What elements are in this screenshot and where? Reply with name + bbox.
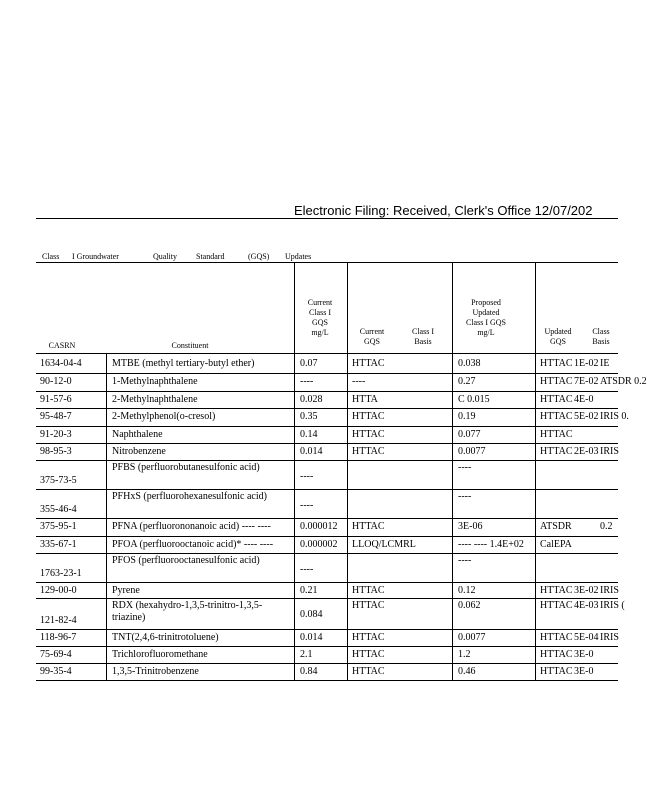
table-row-rule bbox=[36, 460, 618, 461]
table-cell-proposed: 0.19 bbox=[458, 411, 476, 422]
table-cell-updated-basis: HTTAC bbox=[540, 600, 573, 611]
table-row-rule bbox=[36, 408, 618, 409]
table-row-rule bbox=[36, 646, 618, 647]
table-cell-constituent: PFOA (perfluorooctanoic acid)* ---- ---- bbox=[112, 539, 274, 550]
table-cell-current-gqs: ---- bbox=[300, 500, 314, 511]
table-cell-proposed: C 0.015 bbox=[458, 394, 490, 405]
col-rule-2 bbox=[347, 262, 348, 680]
table-cell-constituent: 2-Methylnaphthalene bbox=[112, 394, 198, 405]
table-cell-constituent: 1,3,5-Trinitrobenzene bbox=[112, 666, 199, 677]
table-cell-constituent: Trichlorofluoromethane bbox=[112, 649, 208, 660]
table-cell-updated-gqs: 2E-03 bbox=[574, 446, 599, 457]
table-cell-constituent: 2-Methylphenol(o-cresol) bbox=[112, 411, 216, 422]
table-cell-current-basis: HTTAC bbox=[352, 649, 385, 660]
table-cell-casrn: 91-57-6 bbox=[40, 394, 72, 405]
table-cell-casrn: 375-95-1 bbox=[40, 521, 77, 532]
table-cell-constituent: PFHxS (perfluorohexanesulfonic acid) bbox=[112, 491, 267, 502]
table-cell-casrn: 99-35-4 bbox=[40, 666, 72, 677]
col-rule-casrn bbox=[106, 353, 107, 680]
table-cell-updated-gqs: 5E-04 bbox=[574, 632, 599, 643]
header-current-gqs: Current Class I GQS mg/L bbox=[307, 298, 333, 337]
header-constituent: Constituent bbox=[171, 341, 209, 350]
caption-word-6: Updates bbox=[285, 252, 312, 261]
caption-word-4: Standard bbox=[196, 252, 225, 261]
table-cell-casrn: 355-46-4 bbox=[40, 504, 77, 515]
table-cell-constituent: TNT(2,4,6-trinitrotoluene) bbox=[112, 632, 219, 643]
table-cell-updated-class: IE bbox=[600, 358, 610, 369]
caption-word-1: Class bbox=[42, 252, 60, 261]
table-cell-current-gqs: ---- bbox=[300, 564, 314, 575]
table-cell-updated-class: 0.2 bbox=[600, 521, 613, 532]
table-cell-casrn: 1763-23-1 bbox=[40, 568, 82, 579]
col-rule-4 bbox=[535, 262, 536, 680]
table-row-rule bbox=[36, 518, 618, 519]
table-cell-proposed: 0.0077 bbox=[458, 632, 486, 643]
table-cell-updated-basis: HTTAC bbox=[540, 429, 573, 440]
table-cell-current-basis: HTTAC bbox=[352, 358, 385, 369]
table-cell-current-gqs: ---- bbox=[300, 471, 314, 482]
table-cell-proposed: ---- ---- 1.4E+02 bbox=[458, 539, 524, 550]
table-cell-current-basis: HTTAC bbox=[352, 446, 385, 457]
table-cell-proposed: 0.12 bbox=[458, 585, 476, 596]
table-cell-updated-gqs: 4E-0 bbox=[574, 394, 594, 405]
table-cell-casrn: 98-95-3 bbox=[40, 446, 72, 457]
table-cell-proposed: ---- bbox=[458, 491, 472, 502]
table-cell-updated-basis: HTTAC bbox=[540, 376, 573, 387]
table-cell-constituent: PFOS (perfluorooctanesulfonic acid) bbox=[112, 555, 260, 566]
table-cell-casrn: 91-20-3 bbox=[40, 429, 72, 440]
table-cell-casrn: 95-48-7 bbox=[40, 411, 72, 422]
table-cell-current-gqs: 0.014 bbox=[300, 446, 323, 457]
table-cell-updated-class: IRIS bbox=[600, 585, 619, 596]
table-cell-updated-basis: HTTAC bbox=[540, 666, 573, 677]
table-cell-proposed: ---- bbox=[458, 462, 472, 473]
table-cell-current-basis: HTTAC bbox=[352, 411, 385, 422]
table-cell-casrn: 335-67-1 bbox=[40, 539, 77, 550]
table-cell-current-gqs: 0.84 bbox=[300, 666, 318, 677]
table-cell-proposed: 0.0077 bbox=[458, 446, 486, 457]
table-cell-current-gqs: 0.084 bbox=[300, 609, 323, 620]
table-row-rule bbox=[36, 680, 618, 681]
table-cell-updated-basis: HTTAC bbox=[540, 649, 573, 660]
caption-word-2: I Groundwater bbox=[72, 252, 119, 261]
table-cell-updated-basis: HTTAC bbox=[540, 632, 573, 643]
table-cell-casrn: 129-00-0 bbox=[40, 585, 77, 596]
table-cell-current-basis: ---- bbox=[352, 376, 366, 387]
table-row-rule bbox=[36, 391, 618, 392]
header-current-basis: Current GQS bbox=[359, 327, 385, 346]
table-cell-updated-gqs: 3E-02 bbox=[574, 585, 599, 596]
table-cell-current-basis: LLOQ/LCMRL bbox=[352, 539, 416, 550]
table-cell-updated-basis: HTTAC bbox=[540, 358, 573, 369]
table-row-rule bbox=[36, 489, 618, 490]
table-cell-updated-class: IRIS bbox=[600, 446, 619, 457]
table-cell-proposed: 0.077 bbox=[458, 429, 481, 440]
table-cell-casrn: 1634-04-4 bbox=[40, 358, 82, 369]
table-cell-casrn: 118-96-7 bbox=[40, 632, 77, 643]
col-rule-3 bbox=[452, 262, 453, 680]
filing-stamp: Electronic Filing: Received, Clerk's Office 12/07/202 bbox=[294, 203, 593, 218]
table-cell-constituent: 1-Methylnaphthalene bbox=[112, 376, 198, 387]
table-cell-proposed: 0.062 bbox=[458, 600, 481, 611]
table-cell-constituent: Pyrene bbox=[112, 585, 140, 596]
table-cell-current-basis: HTTAC bbox=[352, 429, 385, 440]
header-updated-basis: Class Basis bbox=[592, 327, 610, 346]
table-row-rule bbox=[36, 443, 618, 444]
table-row-rule bbox=[36, 426, 618, 427]
caption-word-3: Quality bbox=[153, 252, 177, 261]
table-cell-current-gqs: 0.000012 bbox=[300, 521, 338, 532]
table-cell-proposed: 3E-06 bbox=[458, 521, 483, 532]
table-cell-proposed: 0.27 bbox=[458, 376, 476, 387]
table-cell-updated-gqs: 1E-02 bbox=[574, 358, 599, 369]
table-cell-casrn: 75-69-4 bbox=[40, 649, 72, 660]
table-row-rule bbox=[36, 536, 618, 537]
table-cell-current-gqs: ---- bbox=[300, 376, 314, 387]
table-cell-current-basis: HTTAC bbox=[352, 585, 385, 596]
table-cell-updated-gqs: 3E-0 bbox=[574, 649, 594, 660]
table-row-rule bbox=[36, 598, 618, 599]
table-cell-current-gqs: 0.07 bbox=[300, 358, 318, 369]
table-row-rule bbox=[36, 373, 618, 374]
table-cell-current-basis: HTTAC bbox=[352, 666, 385, 677]
table-row-rule bbox=[36, 553, 618, 554]
table-cell-updated-gqs: 7E-02 bbox=[574, 376, 599, 387]
header-current-class: Class I Basis bbox=[412, 327, 434, 346]
table-cell-current-gqs: 0.028 bbox=[300, 394, 323, 405]
table-cell-proposed: 0.038 bbox=[458, 358, 481, 369]
table-row-rule bbox=[36, 582, 618, 583]
table-cell-updated-basis: HTTAC bbox=[540, 585, 573, 596]
table-cell-current-gqs: 0.35 bbox=[300, 411, 318, 422]
table-cell-current-basis: HTTA bbox=[352, 394, 378, 405]
table-row-rule bbox=[36, 629, 618, 630]
table-cell-updated-gqs: 3E-0 bbox=[574, 666, 594, 677]
table-cell-updated-gqs: 5E-02 bbox=[574, 411, 599, 422]
table-cell-updated-class: IRIS bbox=[600, 632, 619, 643]
table-cell-current-gqs: 0.14 bbox=[300, 429, 318, 440]
table-cell-proposed: ---- bbox=[458, 555, 472, 566]
table-cell-casrn: 90-12-0 bbox=[40, 376, 72, 387]
header-updated-gqs: Updated GQS bbox=[544, 327, 572, 346]
table-cell-proposed: 0.46 bbox=[458, 666, 476, 677]
table-cell-current-gqs: 0.014 bbox=[300, 632, 323, 643]
table-cell-current-gqs: 0.000002 bbox=[300, 539, 338, 550]
table-cell-updated-basis: ATSDR bbox=[540, 521, 572, 532]
table-cell-current-basis: HTTAC bbox=[352, 521, 385, 532]
table-cell-constituent: RDX (hexahydro-1,3,5-trinitro-1,3,5-triazine) bbox=[112, 600, 263, 623]
table-cell-constituent: Nitrobenzene bbox=[112, 446, 166, 457]
table-cell-updated-basis: HTTAC bbox=[540, 394, 573, 405]
table-cell-constituent: PFNA (perfluorononanoic acid) ---- ---- bbox=[112, 521, 271, 532]
caption-word-5: (GQS) bbox=[248, 252, 270, 261]
table-top-rule bbox=[36, 262, 618, 263]
table-cell-updated-basis: HTTAC bbox=[540, 446, 573, 457]
table-cell-updated-basis: CalEPA bbox=[540, 539, 572, 550]
table-cell-constituent: PFBS (perfluorobutanesulfonic acid) bbox=[112, 462, 260, 473]
table-cell-updated-class: ATSDR 0.2 bbox=[600, 376, 647, 387]
header-proposed: Proposed Updated Class I GQS mg/L bbox=[465, 298, 506, 337]
table-cell-casrn: 375-73-5 bbox=[40, 475, 77, 486]
header-bottom-rule bbox=[36, 353, 618, 354]
table-cell-constituent: Naphthalene bbox=[112, 429, 163, 440]
table-cell-updated-class: IRIS ( bbox=[600, 600, 625, 611]
table-cell-current-basis: HTTAC bbox=[352, 632, 385, 643]
table-cell-constituent: MTBE (methyl tertiary-butyl ether) bbox=[112, 358, 255, 369]
table-cell-current-basis: HTTAC bbox=[352, 600, 385, 611]
table-row-rule bbox=[36, 663, 618, 664]
table-cell-updated-class: IRIS 0. bbox=[600, 411, 629, 422]
col-rule-1 bbox=[294, 262, 295, 680]
header-rule bbox=[36, 218, 618, 219]
table-cell-proposed: 1.2 bbox=[458, 649, 471, 660]
header-casrn: CASRN bbox=[48, 341, 76, 350]
table-cell-current-gqs: 2.1 bbox=[300, 649, 313, 660]
table-cell-updated-gqs: 4E-03 bbox=[574, 600, 599, 611]
table-cell-current-gqs: 0.21 bbox=[300, 585, 318, 596]
table-cell-casrn: 121-82-4 bbox=[40, 615, 77, 626]
table-cell-updated-basis: HTTAC bbox=[540, 411, 573, 422]
